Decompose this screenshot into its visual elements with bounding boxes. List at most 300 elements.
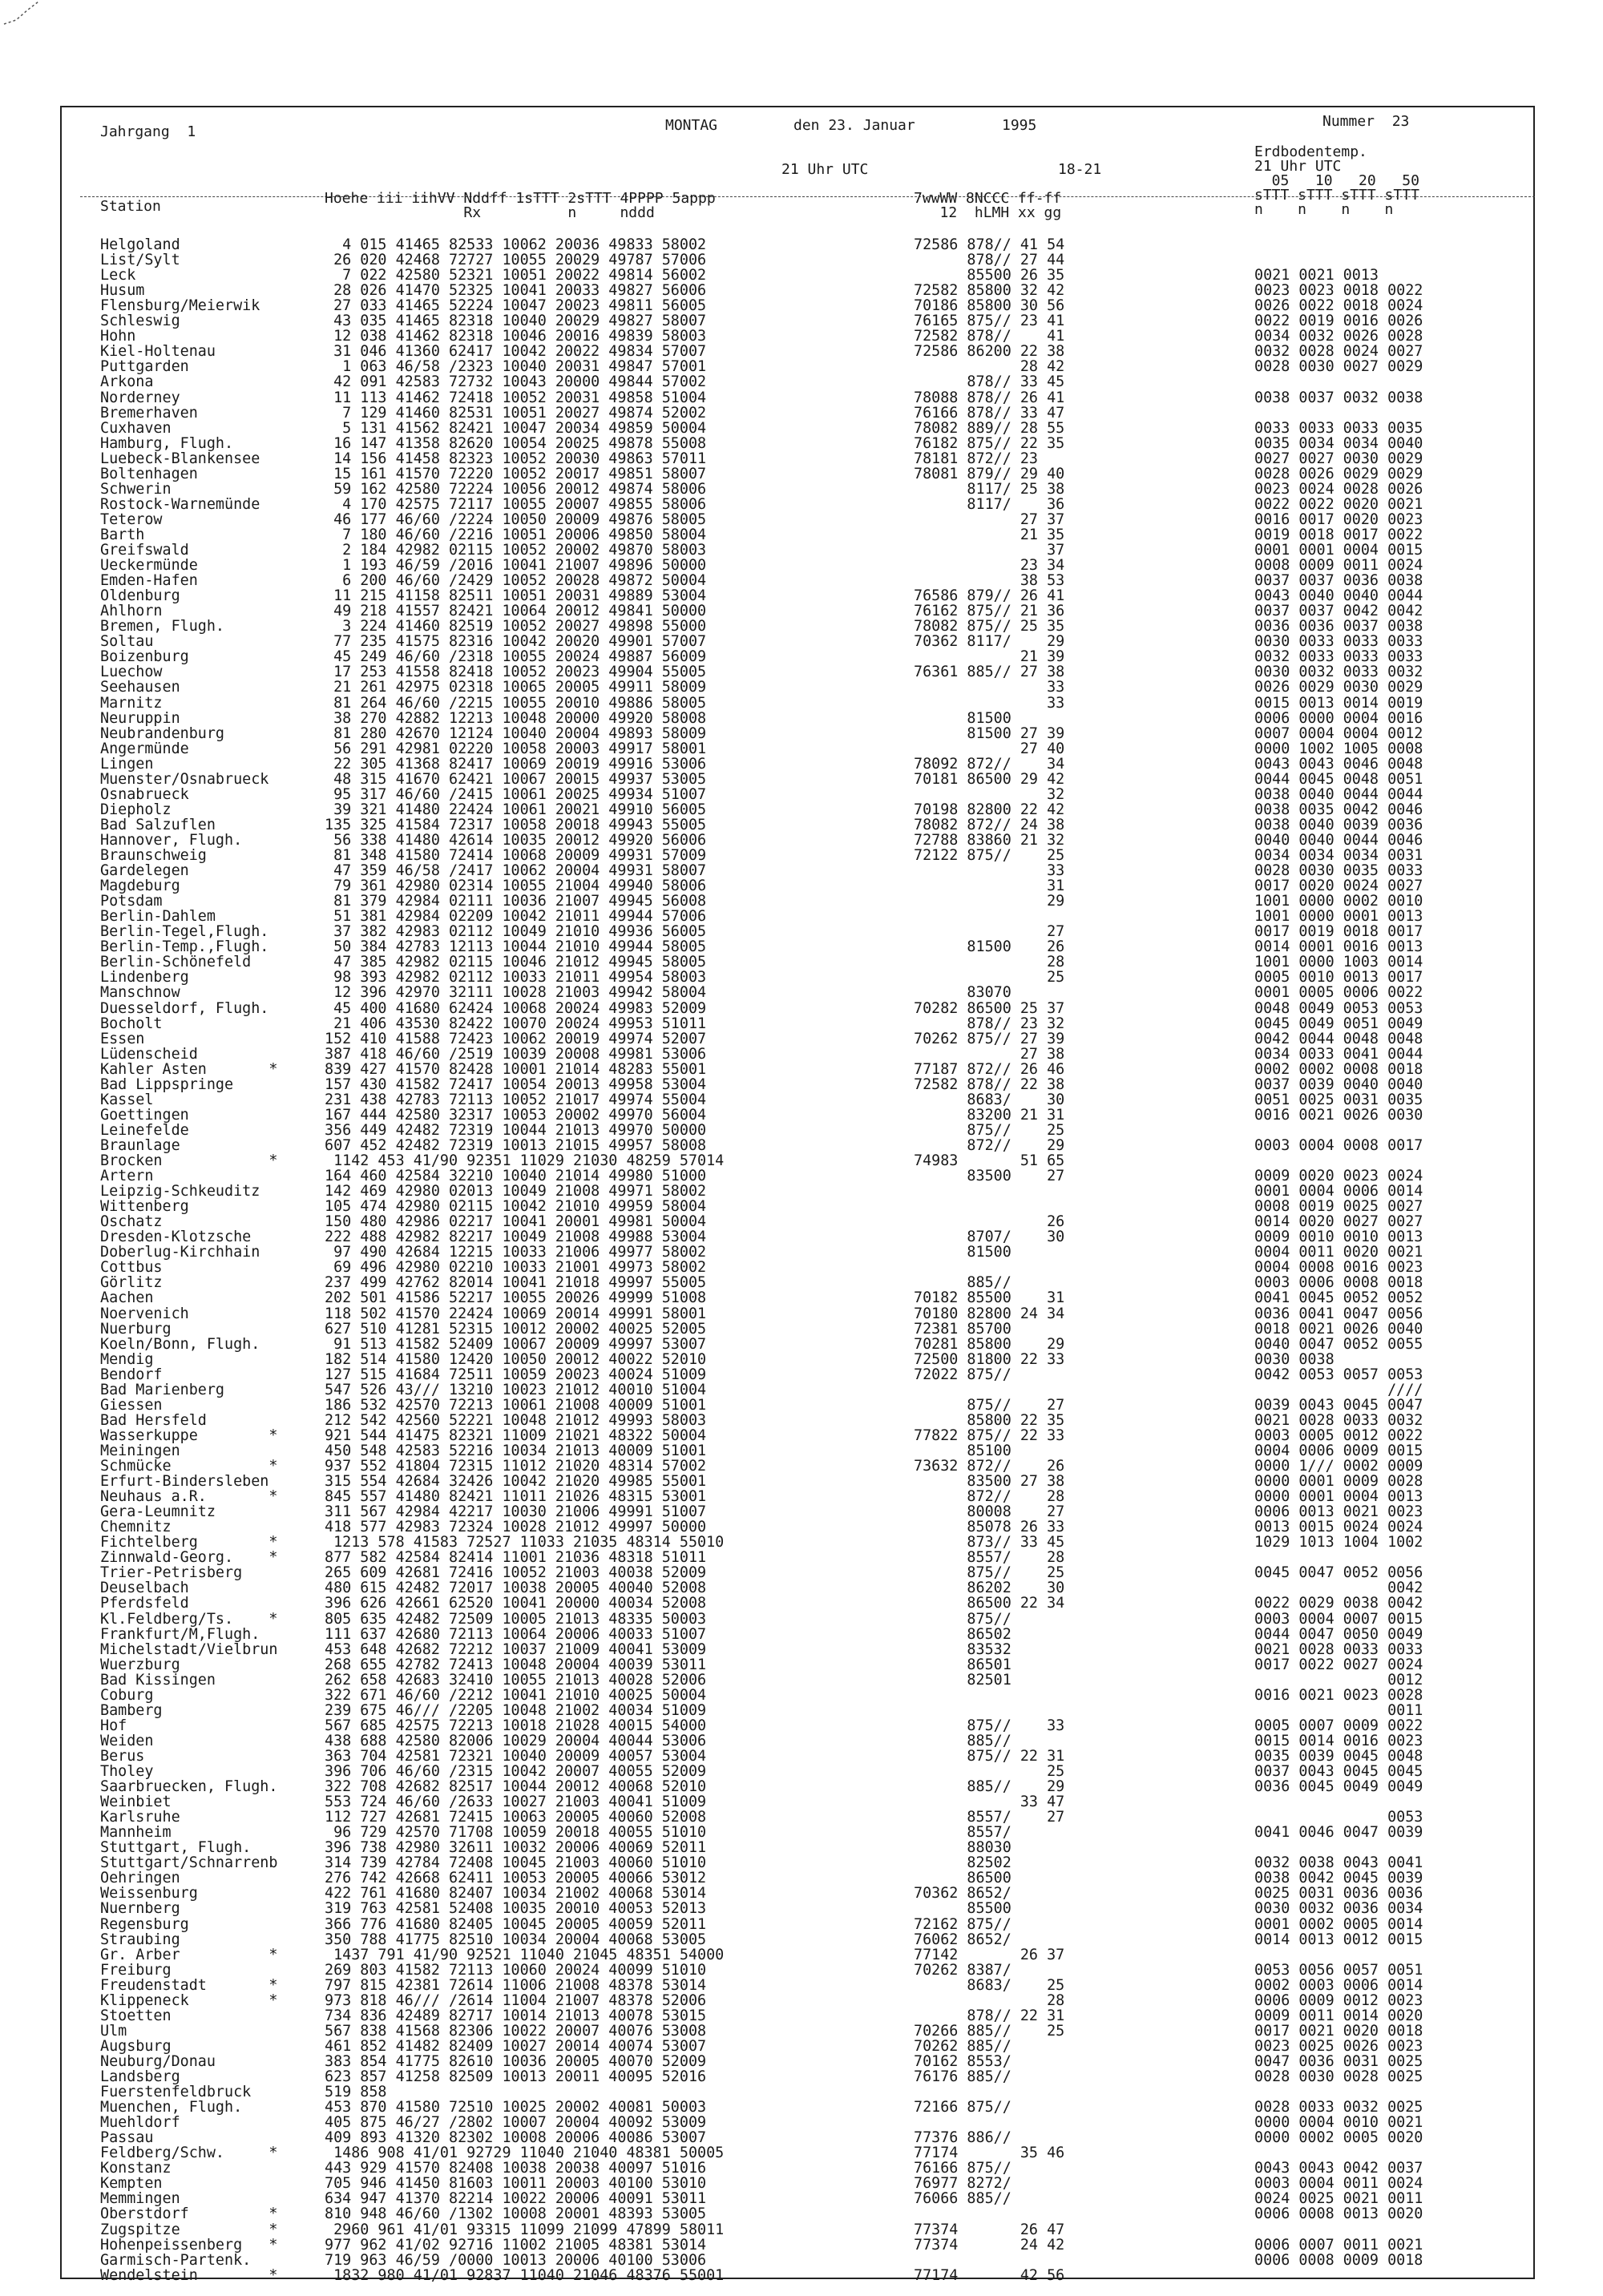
station-codes: 43 035 41465 82318 10040 20029 49827 58007 bbox=[325, 313, 707, 329]
station-codes: 839 427 41570 82428 10001 21014 48283 55001 bbox=[325, 1061, 707, 1078]
station-header: Station bbox=[100, 198, 161, 215]
station-weather: 72162 875// bbox=[914, 1916, 1011, 1933]
station-codes: 7 180 46/60 /2216 10051 20006 49850 58004 bbox=[325, 527, 707, 543]
station-soil-temp: 0036 0041 0047 0056 bbox=[1254, 1305, 1423, 1322]
station-weather: 70282 86500 25 37 bbox=[914, 1000, 1065, 1017]
time-21-utc: 21 Uhr UTC bbox=[781, 161, 869, 178]
station-name: Boltenhagen bbox=[100, 466, 198, 482]
station-soil-temp: 0017 0019 0018 0017 bbox=[1254, 923, 1423, 940]
station-weather: 875// 33 bbox=[914, 1717, 1065, 1734]
station-weather: 76977 8272/ bbox=[914, 2175, 1011, 2192]
station-name: Greifswald bbox=[100, 542, 189, 559]
station-codes: 519 858 bbox=[325, 2084, 387, 2100]
station-weather: 72582 85800 32 42 bbox=[914, 282, 1065, 299]
header-divider bbox=[80, 196, 1535, 197]
station-soil-temp: 1001 0000 0002 0010 bbox=[1254, 893, 1423, 910]
issue-label: Nummer 23 bbox=[1322, 113, 1410, 130]
station-codes: 627 510 41281 52315 10012 20002 40025 52005 bbox=[325, 1321, 707, 1338]
station-name: Kempten bbox=[100, 2175, 163, 2192]
station-name: Muehldorf bbox=[100, 2114, 180, 2131]
station-codes: 56 291 42981 02220 10058 20003 49917 58001 bbox=[325, 740, 707, 757]
station-name: Fuerstenfeldbruck bbox=[100, 2084, 252, 2100]
station-codes: 105 474 42980 02115 10042 21010 49959 58004 bbox=[325, 1198, 707, 1215]
station-soil-temp: 0030 0033 0033 0033 bbox=[1254, 633, 1423, 650]
station-codes: 11 113 41462 72418 10052 20031 49858 51004 bbox=[325, 389, 707, 406]
station-name: Mannheim bbox=[100, 1824, 172, 1841]
station-soil-temp: 0006 0013 0021 0023 bbox=[1254, 1503, 1423, 1520]
station-name: Bocholt bbox=[100, 1015, 163, 1032]
station-name: Oschatz bbox=[100, 1213, 163, 1230]
station-name: Ueckermünde bbox=[100, 557, 198, 574]
station-codes: 47 359 46/58 /2417 10062 20004 49931 58007 bbox=[325, 862, 707, 879]
station-name: Wendelstein * bbox=[100, 2267, 278, 2284]
station-weather: 37 bbox=[914, 542, 1065, 559]
station-weather: 78082 889// 28 55 bbox=[914, 420, 1065, 437]
station-name: Kahler Asten * bbox=[100, 1061, 278, 1078]
station-name: Husum bbox=[100, 282, 145, 299]
station-codes: 921 544 41475 82321 11009 21021 48322 50004 bbox=[325, 1427, 707, 1444]
station-codes: 1486 908 41/01 92729 11040 21040 48381 50005 bbox=[325, 2145, 725, 2161]
station-codes: 47 385 42982 02115 10046 21012 49945 58005 bbox=[325, 954, 707, 970]
station-name: Karlsruhe bbox=[100, 1809, 180, 1826]
year-label: 1995 bbox=[1002, 117, 1037, 134]
station-name: Schmücke * bbox=[100, 1458, 278, 1475]
station-weather: 78181 872// 23 bbox=[914, 450, 1039, 467]
station-soil-temp: 0053 0056 0057 0051 bbox=[1254, 1962, 1423, 1979]
station-weather: 70266 885// 25 bbox=[914, 2023, 1065, 2040]
station-codes: 2 184 42982 02115 10052 20002 49870 58003 bbox=[325, 542, 707, 559]
station-name: Feldberg/Schw. * bbox=[100, 2145, 278, 2161]
station-weather: 83500 27 bbox=[914, 1168, 1065, 1184]
station-codes: 553 724 46/60 /2633 10027 21003 40041 51009 bbox=[325, 1794, 707, 1810]
station-soil-temp: 0022 0022 0020 0021 bbox=[1254, 496, 1423, 513]
station-soil-temp: 0005 0007 0009 0022 bbox=[1254, 1717, 1423, 1734]
station-name: Trier-Petrisberg bbox=[100, 1564, 243, 1581]
station-weather: 21 35 bbox=[914, 527, 1065, 543]
station-codes: 634 947 41370 82214 10022 20006 40091 53011 bbox=[325, 2190, 707, 2207]
station-codes: 623 857 41258 82509 10013 20011 40095 52016 bbox=[325, 2068, 707, 2085]
station-weather: 76586 879// 26 41 bbox=[914, 587, 1065, 604]
station-codes: 27 033 41465 52224 10047 20023 49811 56005 bbox=[325, 297, 707, 314]
station-soil-temp: 0047 0036 0031 0025 bbox=[1254, 2053, 1423, 2070]
station-soil-temp: 0014 0013 0012 0015 bbox=[1254, 1931, 1423, 1948]
station-codes: 157 430 41582 72417 10054 20013 49958 53004 bbox=[325, 1076, 707, 1093]
station-codes: 79 361 42980 02314 10055 21004 49940 58006 bbox=[325, 878, 707, 894]
station-codes: 231 438 42783 72113 10052 21017 49974 55004 bbox=[325, 1092, 707, 1108]
station-weather: 27 37 bbox=[914, 511, 1065, 528]
soil-temp-title: Erdbodentemp. bbox=[1254, 143, 1367, 160]
page-frame-bottom bbox=[60, 2278, 1535, 2279]
station-codes: 12 396 42970 32111 10028 21003 49942 58004 bbox=[325, 984, 707, 1001]
station-codes: 937 552 41804 72315 11012 21020 48314 57002 bbox=[325, 1458, 707, 1475]
station-name: Cottbus bbox=[100, 1259, 163, 1276]
station-soil-temp: 0034 0034 0034 0031 bbox=[1254, 847, 1423, 864]
station-codes: 46 177 46/60 /2224 10050 20009 49876 58005 bbox=[325, 511, 707, 528]
station-soil-temp: 0009 0020 0023 0024 bbox=[1254, 1168, 1423, 1184]
station-codes: 453 648 42682 72212 10037 21009 40041 53009 bbox=[325, 1641, 707, 1658]
station-name: Görlitz bbox=[100, 1274, 163, 1291]
station-codes: 977 962 41/02 92716 11002 21005 48381 53014 bbox=[325, 2237, 707, 2254]
station-codes: 1 193 46/59 /2016 10041 21007 49896 50000 bbox=[325, 557, 707, 574]
station-soil-temp: 0044 0047 0050 0049 bbox=[1254, 1626, 1423, 1643]
station-codes: 4 170 42575 72117 10055 20007 49855 58006 bbox=[325, 496, 707, 513]
station-weather: 25 bbox=[914, 1763, 1065, 1780]
station-weather: 70362 8117/ 29 bbox=[914, 633, 1065, 650]
codes-header-line2: Rx n nddd bbox=[325, 204, 655, 221]
station-weather: 21 39 bbox=[914, 648, 1065, 665]
station-name: Berlin-Dahlem bbox=[100, 908, 216, 925]
station-name: Ahlhorn bbox=[100, 603, 163, 619]
station-name: Neuhaus a.R. * bbox=[100, 1488, 278, 1505]
station-codes: 164 460 42584 32210 10040 21014 49980 51000 bbox=[325, 1168, 707, 1184]
station-codes: 1 063 46/58 /2323 10040 20031 49847 57001 bbox=[325, 358, 707, 375]
station-codes: 315 554 42684 32426 10042 21020 49985 55001 bbox=[325, 1473, 707, 1490]
station-weather: 85100 bbox=[914, 1443, 1011, 1459]
station-soil-temp: 0037 0037 0036 0038 bbox=[1254, 572, 1423, 589]
station-codes: 81 348 41580 72414 10068 20009 49931 57009 bbox=[325, 847, 707, 864]
station-weather: 86202 30 bbox=[914, 1580, 1065, 1596]
station-name: Klippeneck * bbox=[100, 1992, 278, 2009]
station-weather: 70182 85500 31 bbox=[914, 1289, 1065, 1306]
station-name: Flensburg/Meierwik bbox=[100, 297, 260, 314]
station-soil-temp: 0002 0003 0006 0014 bbox=[1254, 1977, 1423, 1994]
station-name: Essen bbox=[100, 1031, 145, 1047]
station-soil-temp: 0024 0025 0021 0011 bbox=[1254, 2190, 1423, 2207]
station-codes: 409 893 41320 82302 10008 20006 40086 53007 bbox=[325, 2129, 707, 2146]
station-codes: 6 200 46/60 /2429 10052 20028 49872 50004 bbox=[325, 572, 707, 589]
station-codes: 182 514 41580 12420 10050 20012 40022 52010 bbox=[325, 1351, 707, 1368]
station-codes: 396 626 42661 62520 10041 20000 40034 52008 bbox=[325, 1595, 707, 1612]
station-codes: 81 379 42984 02111 10036 21007 49945 56008 bbox=[325, 893, 707, 910]
station-soil-temp: 0006 0008 0009 0018 bbox=[1254, 2252, 1423, 2269]
station-codes: 973 818 46/// /2614 11004 21007 48378 52006 bbox=[325, 1992, 707, 2009]
station-weather: 23 34 bbox=[914, 557, 1065, 574]
station-name: Saarbruecken, Flugh. bbox=[100, 1778, 278, 1795]
station-codes: 51 381 42984 02209 10042 21011 49944 57006 bbox=[325, 908, 707, 925]
station-name: Michelstadt/Vielbrun bbox=[100, 1641, 278, 1658]
station-soil-temp: 0015 0013 0014 0019 bbox=[1254, 695, 1423, 712]
station-weather: 72586 86200 22 38 bbox=[914, 343, 1065, 360]
station-name: Gr. Arber * bbox=[100, 1947, 278, 1963]
station-soil-temp: 0021 0028 0033 0032 bbox=[1254, 1412, 1423, 1429]
station-codes: 38 270 42882 12213 10048 20000 49920 58008 bbox=[325, 710, 707, 727]
station-name: Bremerhaven bbox=[100, 405, 198, 422]
station-name: Konstanz bbox=[100, 2160, 172, 2177]
station-codes: 21 406 43530 82422 10070 20024 49953 51011 bbox=[325, 1015, 707, 1032]
station-codes: 734 836 42489 82717 10014 21013 40078 53015 bbox=[325, 2007, 707, 2024]
station-name: Hof bbox=[100, 1717, 127, 1734]
station-soil-temp: 0038 0040 0044 0044 bbox=[1254, 786, 1423, 803]
station-name: Bendorf bbox=[100, 1366, 163, 1383]
soil-temp-time: 21 Uhr UTC bbox=[1254, 158, 1342, 175]
station-codes: 21 261 42975 02318 10065 20005 49911 58009 bbox=[325, 679, 707, 696]
station-name: Angermünde bbox=[100, 740, 189, 757]
station-weather: 70262 875// 27 39 bbox=[914, 1031, 1065, 1047]
station-soil-temp: 0003 0004 0008 0017 bbox=[1254, 1137, 1423, 1154]
station-soil-temp: 0045 0047 0052 0056 bbox=[1254, 1564, 1423, 1581]
station-name: Weiden bbox=[100, 1733, 154, 1749]
station-name: Marnitz bbox=[100, 695, 163, 712]
station-codes: 1437 791 41/90 92521 11040 21045 48351 54000 bbox=[325, 1947, 725, 1963]
station-soil-temp: 0001 0005 0006 0022 bbox=[1254, 984, 1423, 1001]
station-weather: 875// 25 bbox=[914, 1122, 1065, 1139]
station-weather: 27 bbox=[914, 923, 1065, 940]
station-codes: 350 788 41775 82510 10034 20004 40068 53005 bbox=[325, 1931, 707, 1948]
station-soil-temp: 0000 0001 0009 0028 bbox=[1254, 1473, 1423, 1490]
station-weather: 76182 875// 22 35 bbox=[914, 435, 1065, 452]
station-weather: 80008 27 bbox=[914, 1503, 1065, 1520]
station-weather: 872// 29 bbox=[914, 1137, 1065, 1154]
station-weather: 81500 bbox=[914, 1244, 1011, 1261]
station-name: Giessen bbox=[100, 1397, 163, 1414]
station-name: Kl.Feldberg/Ts. * bbox=[100, 1611, 278, 1628]
station-name: Emden-Hafen bbox=[100, 572, 198, 589]
station-weather: 76165 875// 23 41 bbox=[914, 313, 1065, 329]
station-soil-temp: 0038 0040 0039 0036 bbox=[1254, 817, 1423, 833]
wx-header-line2: 12 hLMH xx gg bbox=[914, 204, 1062, 221]
station-codes: 877 582 42584 82414 11001 21036 48318 51011 bbox=[325, 1549, 707, 1566]
station-codes: 383 854 41775 82610 10036 20005 40070 52009 bbox=[325, 2053, 707, 2070]
station-codes: 461 852 41482 82409 10027 20014 40074 53007 bbox=[325, 2038, 707, 2055]
station-codes: 127 515 41684 72511 10059 20023 40024 51009 bbox=[325, 1366, 707, 1383]
station-soil-temp: 0043 0043 0046 0048 bbox=[1254, 756, 1423, 773]
station-soil-temp: 0042 bbox=[1254, 1580, 1423, 1596]
station-soil-temp: 0013 0015 0024 0024 bbox=[1254, 1519, 1423, 1535]
station-name: Straubing bbox=[100, 1931, 180, 1948]
station-soil-temp: 0041 0045 0052 0052 bbox=[1254, 1289, 1423, 1306]
station-codes: 265 609 42681 72416 10052 21003 40038 52009 bbox=[325, 1564, 707, 1581]
station-name: Gera-Leumnitz bbox=[100, 1503, 216, 1520]
station-name: Luebeck-Blankensee bbox=[100, 450, 260, 467]
station-weather: 8557/ 28 bbox=[914, 1549, 1065, 1566]
station-name: Doberlug-Kirchhain bbox=[100, 1244, 260, 1261]
station-codes: 96 729 42570 71708 10059 20018 40055 51010 bbox=[325, 1824, 707, 1841]
station-weather: 885// bbox=[914, 1274, 1011, 1291]
station-weather: 77822 875// 22 33 bbox=[914, 1427, 1065, 1444]
station-name: Braunlage bbox=[100, 1137, 180, 1154]
station-soil-temp: 0035 0034 0034 0040 bbox=[1254, 435, 1423, 452]
station-name: Stoetten bbox=[100, 2007, 172, 2024]
station-codes: 705 946 41450 81603 10011 20003 40100 53010 bbox=[325, 2175, 707, 2192]
station-name: Bad Hersfeld bbox=[100, 1412, 207, 1429]
station-codes: 262 658 42683 32410 10055 21013 40028 52006 bbox=[325, 1672, 707, 1689]
station-codes: 56 338 41480 42614 10035 20012 49920 56006 bbox=[325, 832, 707, 849]
station-name: Freudenstadt * bbox=[100, 1977, 278, 1994]
station-name: Leinefelde bbox=[100, 1122, 189, 1139]
station-soil-temp: 0030 0032 0033 0032 bbox=[1254, 664, 1423, 680]
station-codes: 37 382 42983 02112 10049 21010 49936 56005 bbox=[325, 923, 707, 940]
station-soil-temp: 0032 0038 0043 0041 bbox=[1254, 1854, 1423, 1871]
station-weather: 77376 886// bbox=[914, 2129, 1011, 2146]
station-soil-temp: 0022 0029 0038 0042 bbox=[1254, 1595, 1423, 1612]
station-name: Chemnitz bbox=[100, 1519, 172, 1535]
station-soil-temp: 0012 bbox=[1254, 1672, 1423, 1689]
station-codes: 356 449 42482 72319 10044 21013 49970 50000 bbox=[325, 1122, 707, 1139]
station-weather: 86501 bbox=[914, 1656, 1011, 1673]
station-weather: 77374 24 42 bbox=[914, 2237, 1065, 2254]
station-codes: 91 513 41582 52409 10067 20009 49997 53007 bbox=[325, 1336, 707, 1353]
station-name: Leck bbox=[100, 267, 136, 284]
station-name: Lingen bbox=[100, 756, 154, 773]
station-weather: 83532 bbox=[914, 1641, 1011, 1658]
station-name: Magdeburg bbox=[100, 878, 180, 894]
station-name: Berlin-Schönefeld bbox=[100, 954, 252, 970]
station-codes: 567 685 42575 72213 10018 21028 40015 54000 bbox=[325, 1717, 707, 1734]
soil-temp-depths: 05 10 20 50 bbox=[1254, 172, 1419, 189]
station-weather: 72500 81800 22 33 bbox=[914, 1351, 1065, 1368]
station-soil-temp: 0044 0045 0048 0051 bbox=[1254, 771, 1423, 788]
station-weather: 28 42 bbox=[914, 358, 1065, 375]
station-weather: 85500 bbox=[914, 1900, 1011, 1917]
station-weather: 28 bbox=[914, 1992, 1065, 2009]
station-name: Hohn bbox=[100, 328, 136, 345]
station-weather: 78082 872// 24 38 bbox=[914, 817, 1065, 833]
station-name: Boizenburg bbox=[100, 648, 189, 665]
station-weather: 875// bbox=[914, 1611, 1011, 1628]
station-codes: 50 384 42783 12113 10044 21010 49944 58005 bbox=[325, 938, 707, 955]
station-weather: 72788 83860 21 32 bbox=[914, 832, 1065, 849]
station-codes: 95 317 46/60 /2415 10061 20025 49934 51007 bbox=[325, 786, 707, 803]
station-soil-temp: 0005 0010 0013 0017 bbox=[1254, 969, 1423, 986]
station-weather: 873// 33 45 bbox=[914, 1534, 1065, 1551]
station-codes: 81 280 42670 12124 10040 20004 49893 58009 bbox=[325, 725, 707, 742]
station-name: Osnabrueck bbox=[100, 786, 189, 803]
station-weather: 31 bbox=[914, 878, 1065, 894]
station-name: Bad Marienberg bbox=[100, 1382, 225, 1398]
station-weather: 70180 82800 24 34 bbox=[914, 1305, 1065, 1322]
station-codes: 77 235 41575 82316 10042 20020 49901 57007 bbox=[325, 633, 707, 650]
station-codes: 98 393 42982 02112 10033 21011 49954 58003 bbox=[325, 969, 707, 986]
station-weather: 81500 bbox=[914, 710, 1011, 727]
station-name: Puttgarden bbox=[100, 358, 189, 375]
station-weather: 83070 bbox=[914, 984, 1011, 1001]
station-soil-temp: 0011 bbox=[1254, 1702, 1423, 1719]
station-soil-temp: 0006 0000 0004 0016 bbox=[1254, 710, 1423, 727]
station-name: Wittenberg bbox=[100, 1198, 189, 1215]
station-soil-temp: 0028 0026 0029 0029 bbox=[1254, 466, 1423, 482]
station-codes: 112 727 42681 72415 10063 20005 40060 52008 bbox=[325, 1809, 707, 1826]
wx-header-line1: 7wwWW 8NCCC ff-ff bbox=[914, 190, 1062, 207]
station-name: Tholey bbox=[100, 1763, 154, 1780]
station-soil-temp: 0032 0033 0033 0033 bbox=[1254, 648, 1423, 665]
station-codes: 26 020 42468 72727 10055 20029 49787 57006 bbox=[325, 252, 707, 268]
station-weather: 885// 29 bbox=[914, 1778, 1065, 1795]
station-soil-temp: 0008 0019 0025 0027 bbox=[1254, 1198, 1423, 1215]
station-weather: 878// 22 31 bbox=[914, 2007, 1065, 2024]
station-weather: 38 53 bbox=[914, 572, 1065, 589]
station-weather: 72582 878// 22 38 bbox=[914, 1076, 1065, 1093]
station-soil-temp: 0009 0010 0010 0013 bbox=[1254, 1229, 1423, 1245]
station-codes: 7 022 42580 52321 10051 20022 49814 56002 bbox=[325, 267, 707, 284]
station-soil-temp: 0000 1002 1005 0008 bbox=[1254, 740, 1423, 757]
station-name: Deuselbach bbox=[100, 1580, 189, 1596]
station-name: Norderney bbox=[100, 389, 180, 406]
date-label: den 23. Januar bbox=[793, 117, 915, 134]
station-name: Noervenich bbox=[100, 1305, 189, 1322]
station-name: Muenchen, Flugh. bbox=[100, 2099, 243, 2116]
station-codes: 212 542 42560 52221 10048 21012 49993 58003 bbox=[325, 1412, 707, 1429]
station-weather: 8707/ 30 bbox=[914, 1229, 1065, 1245]
station-codes: 45 400 41680 62424 10068 20024 49983 52009 bbox=[325, 1000, 707, 1017]
station-codes: 15 161 41570 72220 10052 20017 49851 58007 bbox=[325, 466, 707, 482]
station-soil-temp: 0043 0043 0042 0037 bbox=[1254, 2160, 1423, 2177]
station-weather: 885// bbox=[914, 1733, 1011, 1749]
station-soil-temp: 0000 0004 0010 0021 bbox=[1254, 2114, 1423, 2131]
station-codes: 42 091 42583 72732 10043 20000 49844 57002 bbox=[325, 373, 707, 390]
station-name: Oldenburg bbox=[100, 587, 180, 604]
station-weather: 72586 878// 41 54 bbox=[914, 236, 1065, 253]
time-18-21: 18-21 bbox=[1058, 161, 1102, 178]
station-weather: 78092 872// 34 bbox=[914, 756, 1065, 773]
station-weather: 878// 23 32 bbox=[914, 1015, 1065, 1032]
station-soil-temp: 0030 0038 bbox=[1254, 1351, 1334, 1368]
station-name: Nuernberg bbox=[100, 1900, 180, 1917]
station-name: Aachen bbox=[100, 1289, 154, 1306]
station-soil-temp: 0037 0039 0040 0040 bbox=[1254, 1076, 1423, 1093]
station-soil-temp: 0023 0025 0026 0023 bbox=[1254, 2038, 1423, 2055]
station-name: Fichtelberg * bbox=[100, 1534, 278, 1551]
station-soil-temp: 0045 0049 0051 0049 bbox=[1254, 1015, 1423, 1032]
station-weather: 27 38 bbox=[914, 1046, 1065, 1063]
station-name: Braunschweig bbox=[100, 847, 207, 864]
station-weather: 77142 26 37 bbox=[914, 1947, 1065, 1963]
station-codes: 135 325 41584 72317 10058 20018 49943 55005 bbox=[325, 817, 707, 833]
station-soil-temp: 0028 0030 0027 0029 bbox=[1254, 358, 1423, 375]
station-name: Cuxhaven bbox=[100, 420, 172, 437]
station-weather: 27 40 bbox=[914, 740, 1065, 757]
station-soil-temp: 0018 0021 0026 0040 bbox=[1254, 1321, 1423, 1338]
station-soil-temp: 0004 0006 0009 0015 bbox=[1254, 1443, 1423, 1459]
station-weather: 81500 26 bbox=[914, 938, 1065, 955]
station-name: Frankfurt/M,Flugh. bbox=[100, 1626, 260, 1643]
station-codes: 797 815 42381 72614 11006 21008 48378 53014 bbox=[325, 1977, 707, 1994]
station-codes: 396 706 46/60 /2315 10042 20007 40055 52009 bbox=[325, 1763, 707, 1780]
station-soil-temp: 0017 0021 0020 0018 bbox=[1254, 2023, 1423, 2040]
station-codes: 97 490 42684 12215 10033 21006 49977 58002 bbox=[325, 1244, 707, 1261]
station-weather: 81500 27 39 bbox=[914, 725, 1065, 742]
station-weather: 72381 85700 bbox=[914, 1321, 1011, 1338]
station-soil-temp: 0000 0002 0005 0020 bbox=[1254, 2129, 1423, 2146]
station-soil-temp: 0016 0017 0020 0023 bbox=[1254, 511, 1423, 528]
station-codes: 11 215 41158 82511 10051 20031 49889 53004 bbox=[325, 587, 707, 604]
station-soil-temp: 0017 0020 0024 0027 bbox=[1254, 878, 1423, 894]
station-soil-temp: 0041 0046 0047 0039 bbox=[1254, 1824, 1423, 1841]
station-weather: 29 bbox=[914, 893, 1065, 910]
station-name: Stuttgart/Schnarrenb bbox=[100, 1854, 278, 1871]
station-codes: 422 761 41680 82407 10034 21002 40068 53014 bbox=[325, 1885, 707, 1902]
scan-corner-mark bbox=[0, 0, 56, 56]
station-codes: 845 557 41480 82421 11011 21026 48315 53001 bbox=[325, 1488, 707, 1505]
station-name: Stuttgart, Flugh. bbox=[100, 1839, 252, 1856]
station-weather: 70281 85800 29 bbox=[914, 1336, 1065, 1353]
station-codes: 237 499 42762 82014 10041 21018 49997 55005 bbox=[325, 1274, 707, 1291]
station-codes: 17 253 41558 82418 10052 20023 49904 55005 bbox=[325, 664, 707, 680]
weekday-label: MONTAG bbox=[665, 117, 718, 134]
station-weather: 33 bbox=[914, 862, 1065, 879]
station-weather: 82501 bbox=[914, 1672, 1011, 1689]
station-name: Hamburg, Flugh. bbox=[100, 435, 234, 452]
station-codes: 186 532 42570 72213 10061 21008 40009 51001 bbox=[325, 1397, 707, 1414]
station-weather: 70181 86500 29 42 bbox=[914, 771, 1065, 788]
station-codes: 443 929 41570 82408 10038 20038 40097 51016 bbox=[325, 2160, 707, 2177]
station-codes: 12 038 41462 82318 10046 20016 49839 58003 bbox=[325, 328, 707, 345]
station-name: Wasserkuppe * bbox=[100, 1427, 278, 1444]
station-weather: 878// 33 45 bbox=[914, 373, 1065, 390]
station-weather: 8557/ bbox=[914, 1824, 1011, 1841]
station-weather: 70262 885// bbox=[914, 2038, 1011, 2055]
station-soil-temp: 0015 0014 0016 0023 bbox=[1254, 1733, 1423, 1749]
station-weather: 88030 bbox=[914, 1839, 1011, 1856]
